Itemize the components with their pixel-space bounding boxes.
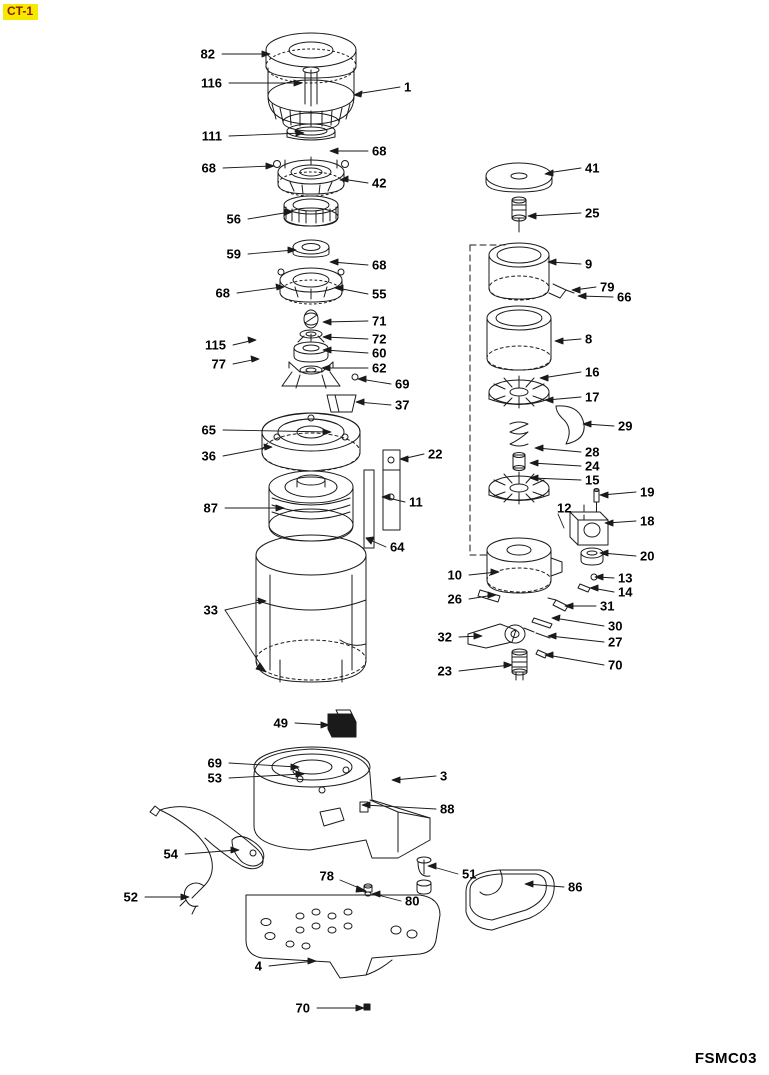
callout-17: 17 xyxy=(585,389,600,405)
part-8-chamber xyxy=(487,306,551,370)
part-15-impeller-lower xyxy=(489,472,549,504)
callout-51: 51 xyxy=(462,866,477,882)
part-41-disc xyxy=(486,163,552,192)
part-24-nut xyxy=(513,453,525,471)
callout-86: 86 xyxy=(568,879,583,895)
part-78-80-screws xyxy=(364,884,372,896)
callout-69b: 69 xyxy=(207,755,222,771)
part-22-rail xyxy=(364,450,400,548)
callout-70a: 70 xyxy=(608,657,623,673)
part-25-bushing xyxy=(512,197,526,232)
part-29-shield xyxy=(556,406,584,444)
callout-8: 8 xyxy=(585,331,593,347)
callout-14: 14 xyxy=(618,584,633,600)
callout-36: 36 xyxy=(201,448,216,464)
part-70-screw-upper xyxy=(536,650,547,658)
part-28-spring xyxy=(510,422,528,446)
part-71-spring xyxy=(304,310,318,328)
callout-10: 10 xyxy=(447,567,462,583)
callout-33: 33 xyxy=(203,602,218,618)
part-31-screw xyxy=(548,598,568,611)
part-16-impeller xyxy=(489,376,549,408)
part-65-upper-plate xyxy=(262,413,360,471)
callout-4: 4 xyxy=(254,958,262,974)
part-51-foot xyxy=(417,880,431,894)
callout-70b: 70 xyxy=(295,1000,310,1016)
callout-111: 111 xyxy=(201,128,222,144)
callout-15: 15 xyxy=(585,472,600,488)
callout-56: 56 xyxy=(226,211,241,227)
callout-68a: 68 xyxy=(372,143,387,159)
callout-32: 32 xyxy=(437,629,452,645)
callout-16: 16 xyxy=(585,364,600,380)
callout-24: 24 xyxy=(585,458,600,474)
part-9-ring xyxy=(489,243,574,300)
part-116-stem xyxy=(303,67,319,106)
part-42-burr-carrier xyxy=(274,157,349,196)
callout-60: 60 xyxy=(372,345,387,361)
callout-69a: 69 xyxy=(395,376,410,392)
callout-64: 64 xyxy=(390,539,405,555)
part-23-motor-pin xyxy=(512,649,527,680)
callout-62: 62 xyxy=(372,360,387,376)
callout-66: 66 xyxy=(617,289,632,305)
callout-116: 116 xyxy=(201,75,222,91)
part-30-27-screws xyxy=(524,618,552,638)
part-33-housing xyxy=(256,535,366,682)
part-60-62-hub xyxy=(282,334,358,388)
callout-26: 26 xyxy=(447,591,462,607)
callout-82: 82 xyxy=(200,46,215,62)
callout-77: 77 xyxy=(211,356,226,372)
callout-88: 88 xyxy=(440,801,455,817)
callout-54: 54 xyxy=(163,846,178,862)
part-10-bowl xyxy=(487,538,562,593)
part-55-lower-burr xyxy=(278,268,344,304)
callout-13: 13 xyxy=(618,570,633,586)
callout-65: 65 xyxy=(201,422,216,438)
drawing-code: FSMC03 xyxy=(694,1050,757,1067)
callout-9: 9 xyxy=(585,256,593,272)
part-49-switch xyxy=(328,710,356,737)
callout-41: 41 xyxy=(585,160,600,176)
part-37-bracket xyxy=(327,395,356,412)
callout-25: 25 xyxy=(585,205,600,221)
callout-115: 115 xyxy=(205,337,226,353)
part-87-motor xyxy=(269,471,353,541)
callout-59: 59 xyxy=(226,246,241,262)
callout-11: 11 xyxy=(409,494,423,510)
part-59-washer xyxy=(293,240,329,257)
part-56-collar xyxy=(284,196,338,226)
callout-28: 28 xyxy=(585,444,600,460)
callout-22: 22 xyxy=(428,446,443,462)
callout-52: 52 xyxy=(123,889,138,905)
callout-53: 53 xyxy=(207,770,222,786)
callout-87: 87 xyxy=(203,500,218,516)
callout-42: 42 xyxy=(372,175,387,191)
callout-29: 29 xyxy=(618,418,633,434)
callout-72: 72 xyxy=(372,331,387,347)
leader-lines xyxy=(145,51,636,1011)
callout-27: 27 xyxy=(608,634,623,650)
part-36-ring xyxy=(262,433,360,471)
callout-68d: 68 xyxy=(215,285,230,301)
part-20-grommet xyxy=(581,548,603,565)
callout-30: 30 xyxy=(608,618,623,634)
callout-68c: 68 xyxy=(372,257,387,273)
callout-18: 18 xyxy=(640,513,655,529)
callout-55: 55 xyxy=(372,286,387,302)
callout-68b: 68 xyxy=(201,160,216,176)
part-70-screw-lower xyxy=(364,1004,370,1010)
callout-37: 37 xyxy=(395,397,410,413)
callout-31: 31 xyxy=(600,598,615,614)
sheet-tag: CT-1 xyxy=(3,4,38,20)
callout-23: 23 xyxy=(437,663,452,679)
callout-71: 71 xyxy=(372,313,387,329)
part-18-bracket xyxy=(570,489,608,546)
callout-49: 49 xyxy=(273,715,288,731)
part-86-tray xyxy=(466,870,554,930)
callout-12: 12 xyxy=(557,500,572,516)
callout-20: 20 xyxy=(640,548,655,564)
callout-80: 80 xyxy=(405,893,420,909)
callout-78: 78 xyxy=(319,868,334,884)
callout-79: 79 xyxy=(600,279,615,295)
callout-3: 3 xyxy=(440,768,448,784)
callout-1: 1 xyxy=(404,79,412,95)
callout-19: 19 xyxy=(640,484,655,500)
